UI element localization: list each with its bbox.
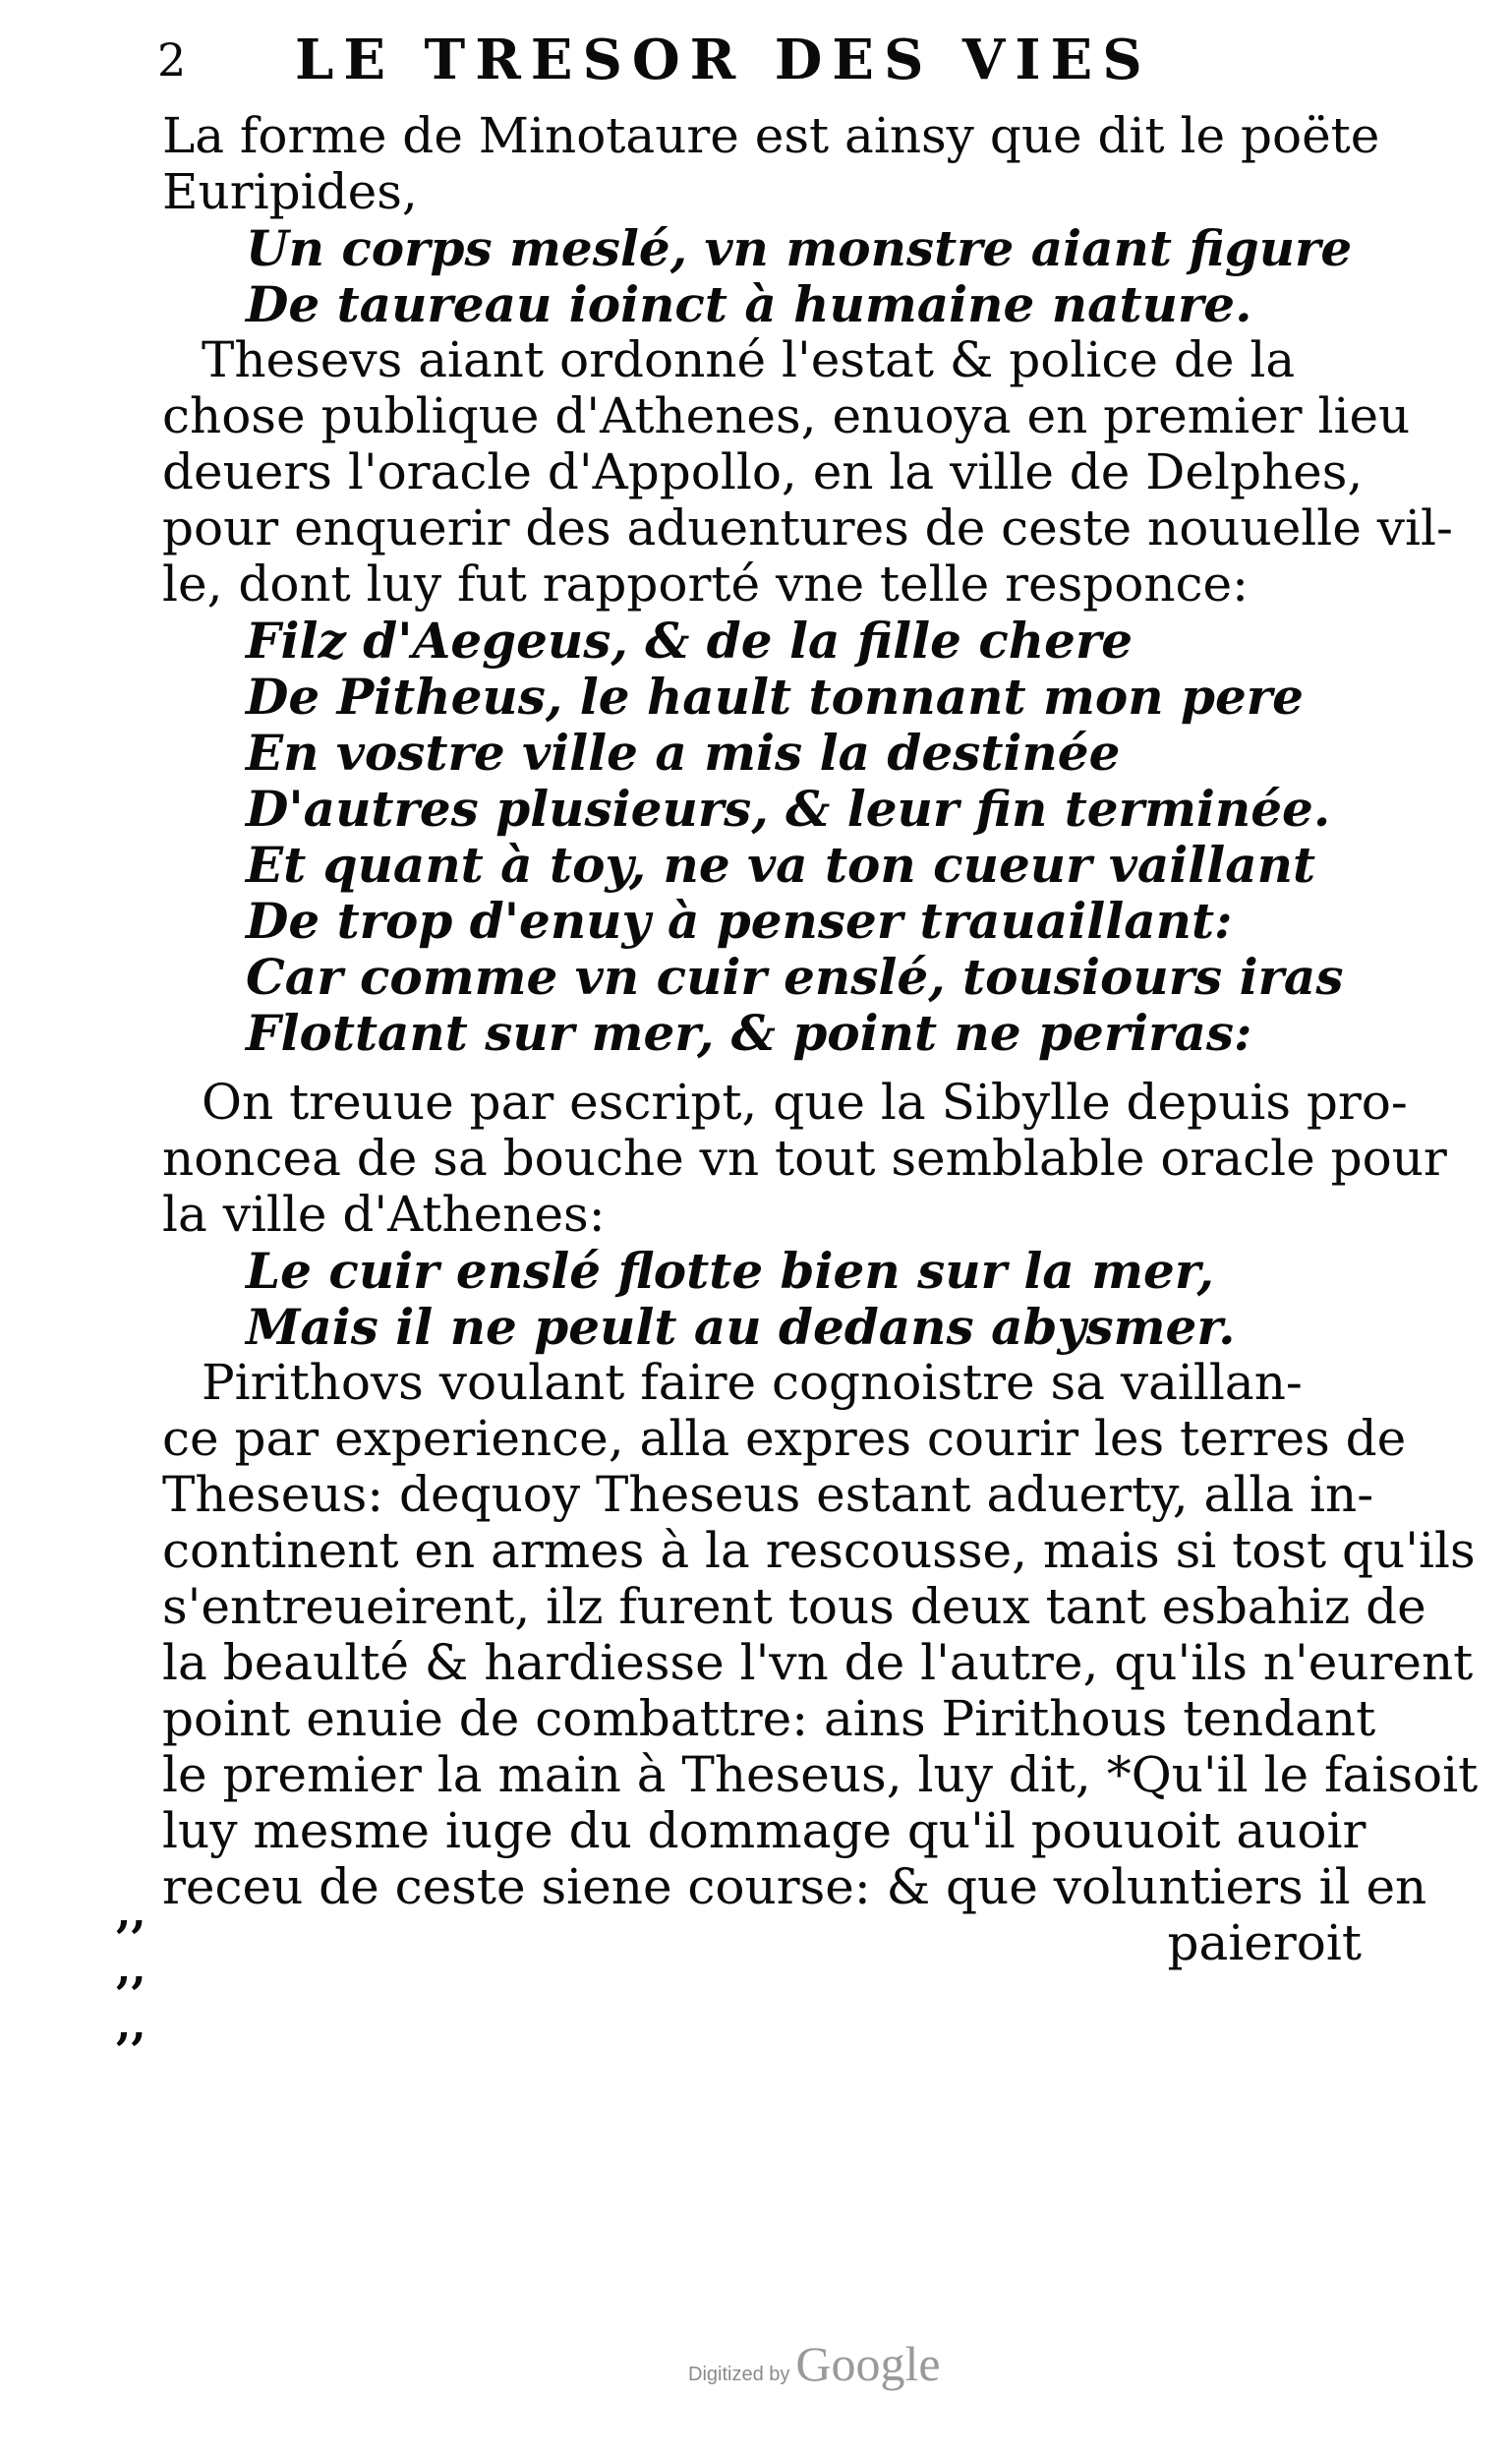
quotation-mark: ,, (116, 2000, 146, 2050)
catchword: paieroit (1167, 1914, 1362, 1971)
verse-line: D'autres plusieurs, & leur fin terminée. (246, 780, 1331, 838)
text-line: receu de ceste siene course: & que voluntiers il en (162, 1858, 1427, 1915)
text-line: le, dont luy fut rapporté vne telle responce: (162, 556, 1249, 613)
verse-line: Filz d'Aegeus, & de la fille chere (246, 612, 1134, 670)
verse-line: De trop d'enuy à penser trauaillant: (246, 892, 1233, 950)
text-line: noncea de sa bouche vn tout semblable oracle pour (162, 1130, 1447, 1187)
paragraph-start: Pirithovs voulant faire cognoistre sa vaillan- (202, 1354, 1303, 1411)
text-line: la beaulté & hardiesse l'vn de l'autre, qu'ils n'eurent (162, 1634, 1474, 1691)
text-line: point enuie de combattre: ains Pirithous tendant (162, 1690, 1376, 1747)
quotation-mark: ,, (116, 1888, 146, 1938)
spacer (162, 1061, 1371, 1075)
text-line: chose publique d'Athenes, enuoya en premier lieu (162, 387, 1411, 444)
verse-line: Car comme vn cuir enslé, tousiours iras (246, 948, 1344, 1006)
page-mark: 2 (157, 33, 187, 87)
verse-line: Mais il ne peult au dedans abysmer. (246, 1298, 1236, 1356)
text-line: deuers l'oracle d'Appollo, en la ville de Delphes, (162, 443, 1364, 500)
text-line: Theseus: dequoy Theseus estant aduerty, alla in- (162, 1466, 1374, 1523)
verse-line: Le cuir enslé flotte bien sur la mer, (246, 1242, 1214, 1300)
paragraph-start: On treuue par escript, que la Sibylle depuis pro- (202, 1074, 1408, 1131)
verse-line: De Pitheus, le hault tonnant mon pere (246, 668, 1304, 726)
digitized-label: Digitized by (688, 2364, 790, 2385)
text-line: s'entreueirent, ilz furent tous deux tant esbahiz de (162, 1578, 1426, 1635)
verse-line: En vostre ville a mis la destinée (246, 724, 1121, 782)
text-line: pour enquerir des aduentures de ceste nouuelle vil- (162, 499, 1453, 556)
verse-line: Et quant à toy, ne va ton cueur vaillant (246, 836, 1316, 894)
text-line: ce par experience, alla expres courir les terres de (162, 1410, 1407, 1467)
google-logo: Google (795, 2336, 941, 2391)
text-line: La forme de Minotaure est ainsy que dit le poëte (162, 107, 1380, 164)
text-line: luy mesme iuge du dommage qu'il pouuoit auoir (162, 1802, 1367, 1859)
body-text (162, 107, 1479, 1971)
verse-line: De taureau ioinct à humaine nature. (246, 275, 1252, 333)
text-line: Euripides, (162, 163, 418, 220)
text-line: le premier la main à Theseus, luy dit, *Qu'il le faisoit (162, 1746, 1479, 1803)
verse-line: Flottant sur mer, & point ne periras: (246, 1004, 1252, 1062)
quotation-mark: ,, (116, 1944, 146, 1994)
verse-line: Un corps meslé, vn monstre aiant figure (246, 219, 1353, 277)
text-line: la ville d'Athenes: (162, 1186, 606, 1243)
running-header: LE TRESOR DES VIES (295, 28, 1152, 92)
digitized-watermark (688, 2335, 1081, 2392)
text-line: continent en armes à la rescousse, mais si tost qu'ils (162, 1522, 1476, 1579)
paragraph-start: Thesevs aiant ordonné l'estat & police de la (202, 331, 1296, 388)
